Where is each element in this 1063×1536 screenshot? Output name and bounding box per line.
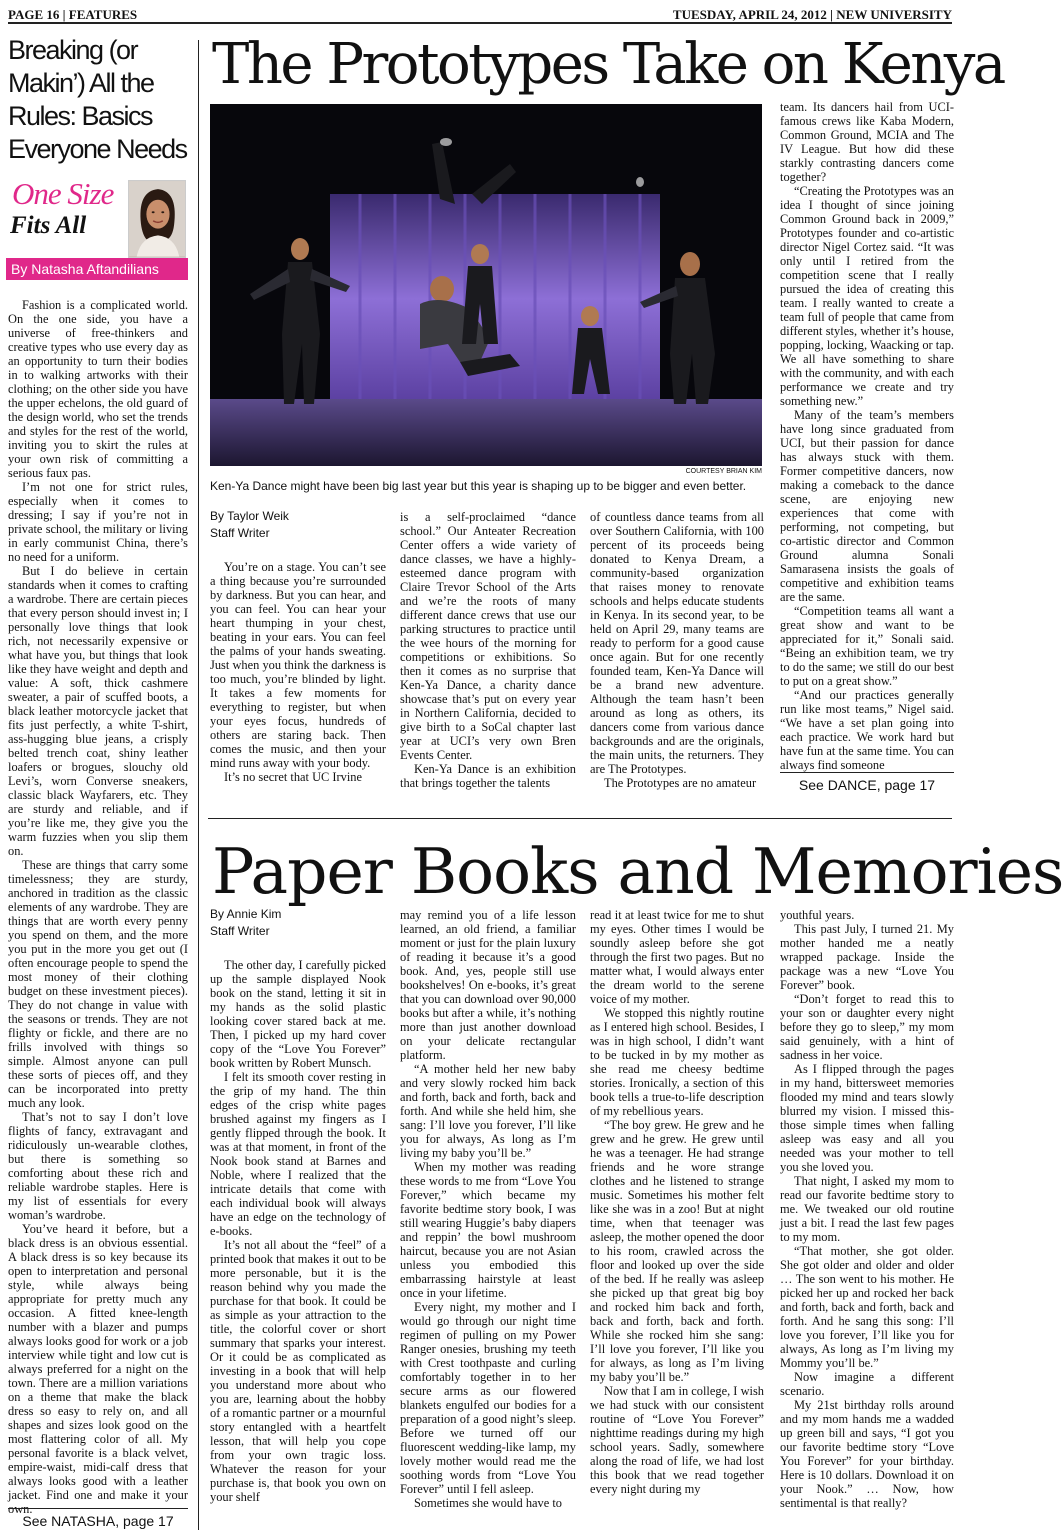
story2-paragraph: Every night, my mother and I would go through our night time regimen of pulling on my Power Ranger onesies, brushing my teeth with Crest toothpaste and curling comfortably together in to her secure arms as our flowered blankets engulfed our bodies for a preparation of a good night’s sleep. Before we turned off our fluorescent wedding-like lamp, my lovely mother would read me the soothing words from “Love You Forever” until I fell asleep. [400, 1300, 576, 1496]
story1-paragraph: of countless dance teams from all over Southern California, with 100 percent of its proceeds being donated to Kenya Dream, a community-based organization that raises money to renovate schools and helps educate students in Kenya. In its second year, to be held on April 29, many teams are ready to perform for a good cause once again. But for one recently founded team, Ken-Ya Dance will be a brand new adventure. Although the team hasn’t been around as long as others, its dancers come from various dance backgrounds and are the originals, the main units, the returners. They are The Prototypes. [590, 510, 764, 776]
story1-byline-name: By Taylor Weik [210, 509, 289, 523]
story2-byline-name: By Annie Kim [210, 907, 282, 921]
story2-paragraph: youthful years. [780, 908, 855, 922]
column-body [8, 298, 188, 1516]
column-jump-link[interactable]: See NATASHA, page 17 [8, 1508, 188, 1529]
story1-paragraph: “And our practices generally run like most teams,” Nigel said. “We have a set plan going into each practice. We work hard but have fun at the same time. You can always find someone [780, 688, 954, 772]
story2-paragraph: I felt its smooth cover resting in the grip of my hand. The thin edges of the crisp white pages brushed against my fingers as I gently flipped through the book. It was at that moment, in front of the Nook book stand at Barnes and Noble, where I realized that the intricate details that come with each individual book will always have an edge on the technology of e-books. [210, 1070, 386, 1238]
story2-paragraph: “Don’t forget to read this to your son or daughter every night before they go to sleep,” my mom said genuinely, with a hint of sadness in her voice. [780, 992, 954, 1062]
story2-paragraph: That night, I asked my mom to read our favorite bedtime story to me. We tweaked our old routine just a bit. I read the last few pages to my mom. [780, 1174, 954, 1244]
masthead [8, 4, 952, 24]
story2-column-1 [210, 906, 386, 1504]
story2-paragraph: “The boy grew. He grew and he grew and he grew. He grew until he was a teenager. He had strange friends and he wore strange clothes and he listened to strange music. Sometimes his mother felt like she was in a zoo! But at night time, when that teenager was asleep, the mother opened the door to his room, crawled across the floor and looked up over the side of the bed. If he really was asleep she picked up that great big boy and rocked him back and forth, back and forth, back and forth. While she rocked him she sang: I’ll love you forever, I’ll like you for always, as long as I’m living my baby you’ll be.” [590, 1118, 764, 1384]
story2-column-3 [590, 908, 764, 1496]
column-kicker: Breaking (or Makin’) All the Rules: Basics Everyone Needs [8, 35, 187, 164]
story2-paragraph: Now that I am in college, I wish we had stuck with our consistent routine of “Love You Forever” nighttime readings during my high school years. Sadly, somewhere along the road of life, we had lost this book that we read together every night during my [590, 1384, 764, 1496]
story2-paragraph: We stopped this nightly routine as I entered high school. Besides, I was in high school, I didn’t want to be tucked in by my mother as she read me cheesy bedtime stories. Ironically, a section of this book tells a true-to-life description of my rebellious years. [590, 1006, 764, 1118]
column-paragraph: You’ve heard it before, but a black dress is an obvious essential. A black dress is so key because its open to interpretation and personal style, while always being appropriate for pretty much any occasion. A fitted knee-length number with a blazer and pumps always looks good for work or a job interview while tight and low cut is always preferred for a night on the town. There are a million variations on a theme that make the black dress so easy to rely on, and all shapes and sizes look good on the most flattering color of all. My personal favorite is a black velvet, empire-waist, midi-calf dress that always looks good with a leather jacket. Find one and make it your own. [8, 1222, 188, 1516]
story2-paragraph: This past July, I turned 21. My mother handed me a neatly wrapped package. Inside the package was a new “Love You Forever” book. [780, 922, 954, 992]
story2-paragraph: My 21st birthday rolls around and my mom hands me a wadded up green bill and says, “I got you our favorite bedtime story “Love You Forever” for your birthday. Here is 10 dollars. Download it on your Nook.” … Now, how sentimental is that really? [780, 1398, 954, 1510]
story1-column-3 [590, 510, 764, 790]
column-name-line1: One Size [12, 176, 114, 211]
story2-column-2 [400, 908, 576, 1510]
story1-paragraph: The Prototypes are no amateur [604, 776, 757, 790]
story2-column-4 [780, 908, 954, 1510]
photo-caption: Ken-Ya Dance might have been big last year but this year is shaping up to be bigger and even better. [210, 479, 747, 493]
story1-paragraph: “Competition teams all want a great show and want to be appreciated for it,” Sonali said. “Being an exhibition team, we try to do the same; we still do our best to put on a great show.” [780, 604, 954, 688]
story1-column-1 [210, 508, 386, 784]
dance-photo-image [210, 104, 762, 466]
page-section-label: PAGE 16 | FEATURES [8, 7, 138, 22]
column-paragraph: But I do believe in certain standards when it comes to crafting a wardrobe. There are certain pieces that every person should invest in; I personally love things that look rich, not necessarily expensive or what have you, but things that look like they have weight and depth and value: A soft, thick cashmere sweater, a pair of scuffed boots, a black leather motorcycle jacket that fits just perfectly, a white T-shirt, ass-hugging blue jeans, a crisply belted trench coat, shiny leather loafers or brogues, slouchy old Levi’s, worn Converse sneakers, classic black Wayfarers, etc. They are sturdy and reliable, and if you’re like me, they give you the warm fuzzies when you slip them on. [8, 564, 188, 858]
column-paragraph: Fashion is a complicated world. On the one side, you have a universe of free-thinkers and creative types who use every day as an opportunity to turn their bodies in to walking artworks with their clothing; on the other side you have the upper echelons, the old guard of the design world, who set the trends and styles for the rest of the world, inviting you to skirt the rules at your own risk of committing a serious faux pas. [8, 298, 188, 480]
story2-paragraph: Sometimes she would have to [414, 1496, 562, 1510]
fashion-column [6, 34, 192, 1530]
column-byline: By Natasha Aftandilians [6, 258, 188, 280]
story1-paragraph: Ken-Ya Dance is an exhibition that brings together the talents [400, 762, 576, 790]
issue-date-label: TUESDAY, APRIL 24, 2012 | NEW UNIVERSITY [672, 7, 952, 22]
story-divider [208, 818, 952, 819]
story2-paragraph: As I flipped through the pages in my hand, bittersweet memories flooded my mind and tears slowly blurred my vision. I missed this- those simple times when falling asleep was easy and all you needed was your mother to tell you she loved you. [780, 1062, 954, 1174]
story1-paragraph: Many of the team’s members have long since graduated from UCI, but their passion for dance has always stuck with them. Former competitive dancers, now making a comeback to the dance scene, are enjoying new experiences that come with performing, not competing, but co-artistic director and Common Ground alumna Sonali Samarasena insists the goals of competitive and exhibition teams are the same. [780, 408, 954, 604]
story2-byline-role: Staff Writer [210, 924, 270, 938]
portrait-image [129, 181, 185, 257]
story2-paragraph: read it at least twice for me to shut my eyes. Other times I would be soundly asleep before she got through the first two pages. But no matter what, I would always enter the dream world to the serene voice of my mother. [590, 908, 764, 1006]
story1-paragraph: It’s no secret that UC Irvine [224, 770, 362, 784]
story2-paragraph: may remind you of a life lesson learned, an old friend, a familiar moment or just for the plain luxury of reading it because it’s a good book. And, yes, people still use bookshelves! On e-books, it’s great that you can download over 90,000 books but after a while, it’s nothing more than just another download on your delicate rectangular platform. [400, 908, 576, 1062]
column-paragraph: I’m not one for strict rules, especially when it comes to dressing; I say if you’re not in private school, the military or living in early communist China, there’s no need for a uniform. [8, 480, 188, 564]
story2-paragraph: “That mother, she got older. She got older and older and older … The son went to his mother. He picked her up and rocked her back and forth, back and forth, back and forth. And he sang this song: I’ll love you forever, I’ll like you for always, As long as I’m living my Mommy you’ll be.” [780, 1244, 954, 1370]
story2-paragraph: It’s not all about the “feel” of a printed book that makes it out to be more personable, but it is the reason behind why you made the purchase for that book. It could be as simple as your attraction to the title, the colorful cover or short summary that sparks your interest. Or it could be as complicated as investing in a book that will help you understand more about who you are, learning about the hobby of a romantic partner or a mournful story entangled with a heartfelt lesson, that will help you cope from your own tragic loss. Whatever the reason for your purchase is, that book you own on your shelf [210, 1238, 386, 1504]
story2-headline: Paper Books and Memories [212, 835, 1063, 908]
column-paragraph: That’s not to say I don’t love flights of fancy, extravagant and ridiculously un-wearable clothes, but there is something so comforting about these rich and reliable wardrobe staples. Here is my list of essentials for every woman’s wardrobe. [8, 1110, 188, 1222]
story2-paragraph: When my mother was reading these words to me from “Love You Forever,” which became my favorite bedtime story book, I was still wearing Huggie’s baby diapers and reppin’ the bowl mushroom haircut, because you are not Asian unless you embodied this embarrassing hairstyle at least once in your lifetime. [400, 1160, 576, 1300]
columnist-portrait [128, 180, 186, 258]
story1-paragraph: is a self-proclaimed “dance school.” Our Anteater Recreation Center offers a wide variety of dance classes, we have a highly-esteemed dance program with Claire Trevor School of the Arts and we’re the roots of many different dance crews that use our parking structures to practice until the wee hours of the morning for competitions or exhibitions. So then it comes as no surprise that Ken-Ya Dance, a charity dance showcase that’s put on every year in Northern California, decided to give birth to a SoCal chapter last year at UCI’s very own Bren Events Center. [400, 510, 576, 762]
story1-column-4 [780, 100, 954, 772]
story2-paragraph: “A mother held her new baby and very slowly rocked him back and forth, back and forth, back and forth. And while she held him, she sang: I’ll love you forever, I’ll like you for always, As long as I’m living my baby you’ll be.” [400, 1062, 576, 1160]
column-paragraph: These are things that carry some timelessness; they are sturdy, anchored in tradition as the classic elements of any wardrobe. They are things that are worth every penny you spend on them, and the more you put in the more you get out (I often encourage people to spend the most money of their clothing budget on these investment pieces). They do not change in value with the seasons or trends. They are not flighty or fickle, and there are no frills involved with things so simple. Almost anyone can pull these sorts of pieces off, and they can be incorporated into pretty much any look. [8, 858, 188, 1110]
story2-paragraph: The other day, I carefully picked up the sample displayed Nook book on the stand, letting it sit in my hands as the solid plastic looking cover stared back at me. Then, I picked up my hard cover copy of the “Love You Forever” book written by Robert Munsch. [210, 958, 386, 1070]
dance-photo [210, 104, 762, 466]
story1-byline-role: Staff Writer [210, 526, 270, 540]
story1-paragraph: “Creating the Prototypes was an idea I thought of since joining Common Ground back in 2009,” Prototypes founder and co-artistic director Nigel Cortez said. “It was only until I retired from the competition scene that I really pursued the idea of creating this team. I really wanted to create a team full of people that came from different styles, whether it’s house, popping, locking, Waacking or tap. We all have something to share with the community, and with each performance we create and try something new.” [780, 184, 955, 408]
story1-paragraph: You’re on a stage. You can’t see a thing because you’re surrounded by darkness. But you can hear, and you can feel. You can hear your heart thumping in your chest, beating in your ears. You can feel the palms of your hands sweating. Just when you think the darkness is too much, you’re blinded by light. It takes a few moments for everything to register, but when your eyes focus, hundreds of others are staring back. Then comes the music, and then your mind runs away with your body. [210, 560, 386, 770]
column-divider [198, 40, 199, 1530]
story1-jump-link[interactable]: See DANCE, page 17 [780, 772, 954, 793]
story1-paragraph: team. Its dancers hail from UCI-famous crews like Kaba Modern, Common Ground, MCIA and The IV League. But how did these starkly contrasting dancers come together? [780, 100, 954, 184]
column-name-line2: Fits All [10, 212, 87, 239]
story2-paragraph: Now imagine a different scenario. [780, 1370, 954, 1398]
photo-credit: COURTESY BRIAN KIM [685, 468, 762, 475]
story1-column-2 [400, 510, 576, 790]
story1-headline: The Prototypes Take on Kenya [212, 32, 1004, 97]
